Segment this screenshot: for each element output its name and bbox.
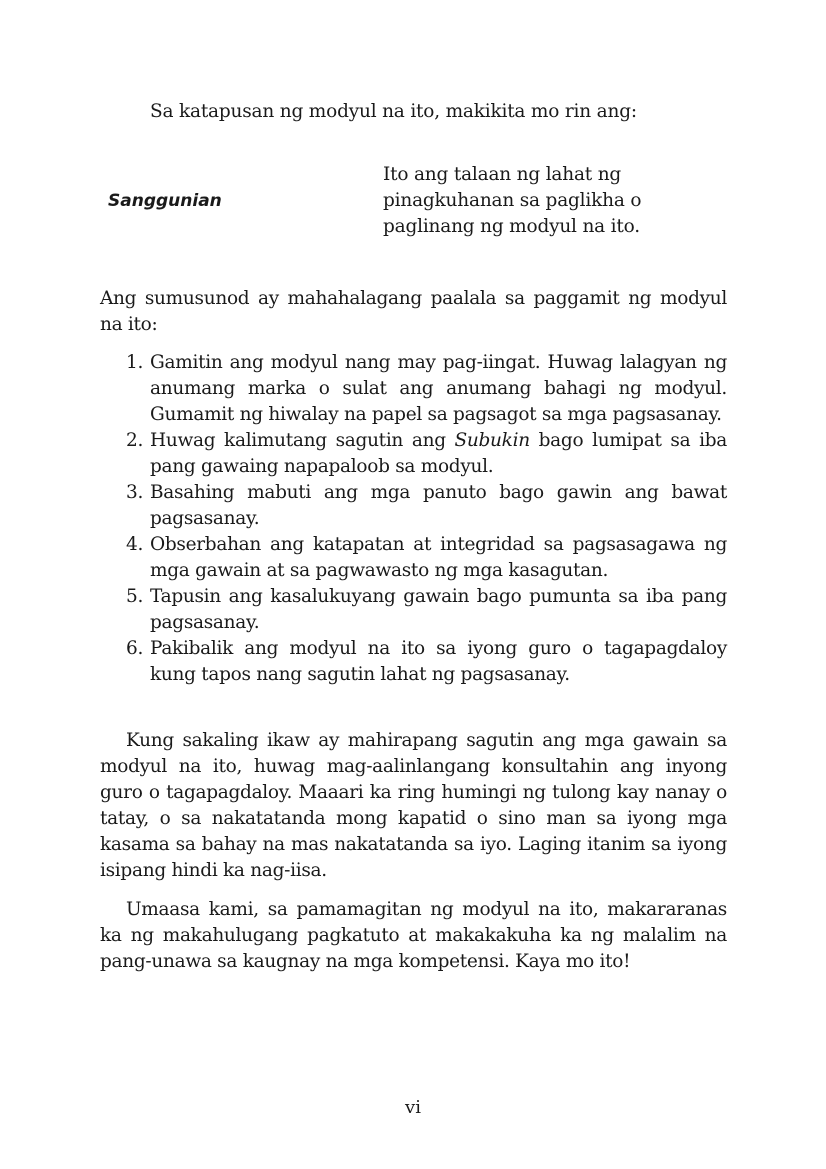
reminder-text-before: Huwag kalimutang sagutin ang [150, 430, 455, 451]
definition-description [383, 162, 683, 240]
reminders-lead: Ang sumusunod ay mahahalagang paalala sa paggamit ng modyul na ito: [100, 288, 727, 335]
reminder-item [100, 584, 727, 636]
closing-paragraph: Umaasa kami, sa pamamagitan ng modyul na ito, makararanas ka ng makahulugang pagkatuto at makakakuha ka ng malalim na pang-unawa sa kaugnay na mga kompetensi. Kaya mo ito! [100, 899, 727, 972]
reminder-number: 6. [126, 638, 144, 659]
reminder-text: Tapusin ang kasalukuyang gawain bago pumunta sa iba pang pagsasanay. [150, 586, 727, 633]
reminders-list [100, 350, 727, 688]
intro-sentence: Sa katapusan ng modyul na ito, makikita mo rin ang: [150, 101, 637, 122]
definition-term: Sanggunian [108, 191, 222, 211]
help-paragraph: Kung sakaling ikaw ay mahirapang sagutin ang mga gawain sa modyul na ito, huwag mag-aalinlangang konsultahin ang inyong guro o tagapagdaloy. Maaari ka ring humingi ng tulong kay nanay o tatay, o sa nakatatanda mong kapatid o sino man sa iyong mga kasama sa bahay na mas nakatatanda sa iyo. Laging itanim sa iyong isipang hindi ka nag-iisa. [100, 730, 727, 881]
definition-line: paglinang ng modyul na ito. [383, 216, 640, 237]
reminder-item [100, 350, 727, 428]
reminder-item [100, 636, 727, 688]
reminder-text: Obserbahan ang katapatan at integridad sa pagsasagawa ng mga gawain at sa pagwawasto ng mga kasagutan. [150, 534, 727, 581]
reminder-text: Gamitin ang modyul nang may pag-iingat. Huwag lalagyan ng anumang marka o sulat ang anumang bahagi ng modyul. Gumamit ng hiwalay na papel sa pagsagot sa mga pagsasanay. [150, 352, 727, 425]
reminder-number: 5. [126, 586, 144, 607]
page-number: vi [405, 1097, 421, 1118]
reminder-item [100, 532, 727, 584]
reminder-text: Pakibalik ang modyul na ito sa iyong guro o tagapagdaloy kung tapos nang sagutin lahat ng pagsasanay. [150, 638, 727, 685]
reminder-item [100, 428, 727, 480]
reminder-text-after: bago lumipat sa iba pang gawaing napapaloob sa modyul. [150, 430, 727, 477]
definition-line: pinagkuhanan sa paglikha o [383, 190, 642, 211]
reminder-number: 2. [126, 430, 144, 451]
reminder-emphasis: Subukin [454, 430, 530, 451]
reminder-number: 1. [126, 352, 144, 373]
definition-row [100, 162, 727, 242]
definition-line: Ito ang talaan ng lahat ng [383, 164, 622, 185]
reminder-number: 3. [126, 482, 144, 503]
reminder-number: 4. [126, 534, 144, 555]
reminder-item [100, 480, 727, 532]
reminder-text: Basahing mabuti ang mga panuto bago gawin ang bawat pagsasanay. [150, 482, 727, 529]
